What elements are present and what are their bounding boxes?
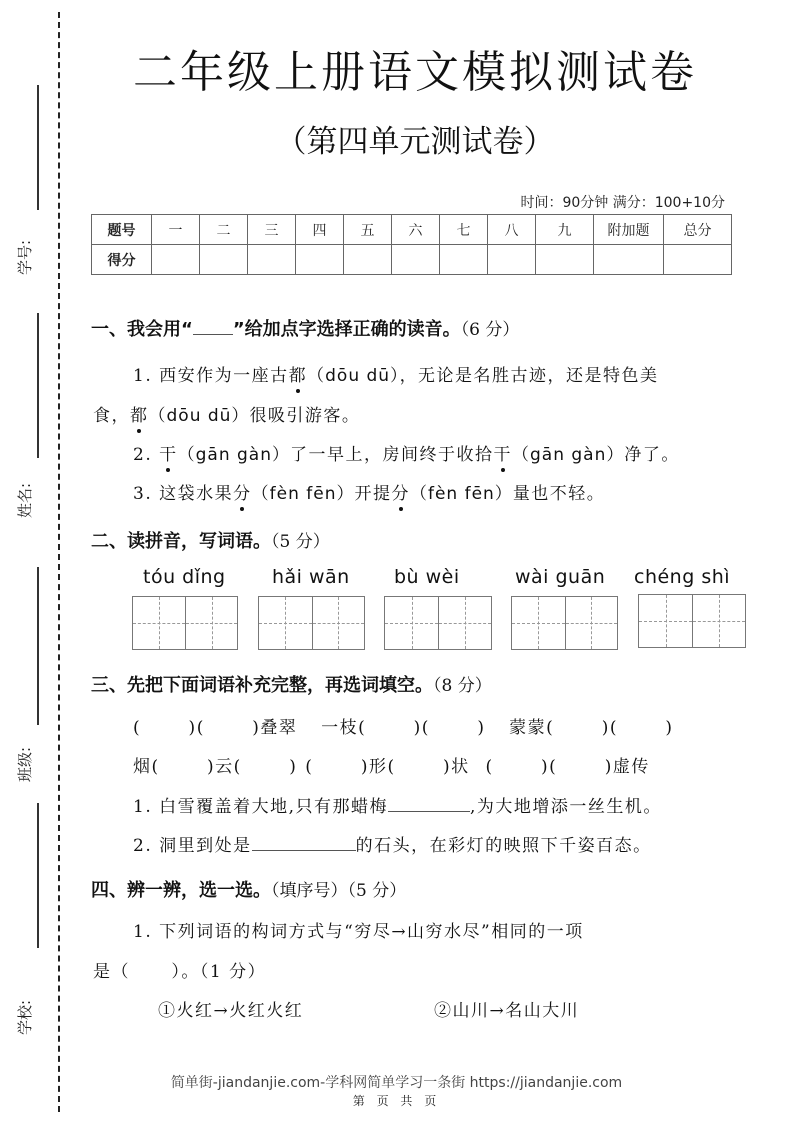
- text: 食，: [93, 406, 130, 426]
- question-number-row: [92, 215, 732, 245]
- heading-text: 二、读拼音，写词语。: [91, 531, 271, 552]
- row-header: 得分: [92, 245, 152, 275]
- pinyin-choices[interactable]: （gān gàn）: [177, 445, 290, 465]
- column-header: 五: [344, 215, 392, 245]
- grid-cell[interactable]: [565, 597, 618, 649]
- school-field[interactable]: [0, 803, 50, 1043]
- score-cell[interactable]: [488, 245, 536, 275]
- student-id-field[interactable]: [0, 85, 50, 285]
- pinyin-label: wài guān: [515, 566, 606, 588]
- question-1-item-2: [133, 440, 680, 465]
- question-1-heading: [91, 315, 519, 341]
- dotted-character: 都: [130, 406, 149, 426]
- student-name-field[interactable]: [0, 313, 50, 523]
- question-2-heading: [91, 527, 330, 553]
- class-label: 班级:: [16, 746, 34, 782]
- grid-cell[interactable]: [438, 597, 491, 649]
- column-header: 七: [440, 215, 488, 245]
- score-cell[interactable]: [440, 245, 488, 275]
- column-header: 八: [488, 215, 536, 245]
- answer-blank[interactable]: [388, 796, 470, 812]
- points-label: （5 分）: [271, 532, 330, 552]
- dotted-character: 都: [288, 366, 308, 386]
- pinyin-label: tóu dǐng: [143, 566, 226, 588]
- grid-cell[interactable]: [512, 597, 565, 649]
- question-3-heading: [91, 671, 492, 697]
- pinyin-choices[interactable]: （dōu dū）: [148, 406, 250, 426]
- grid-cell[interactable]: [259, 597, 312, 649]
- column-header: 二: [200, 215, 248, 245]
- score-cell[interactable]: [248, 245, 296, 275]
- page-title: 二年级上册语文模拟测试卷: [133, 47, 697, 98]
- writing-grid[interactable]: [384, 596, 492, 650]
- pinyin-choices[interactable]: （fèn fēn）: [251, 484, 355, 504]
- text: 1. 西安作为一座古: [133, 366, 289, 386]
- exam-meta: 时间：90分钟 满分：100+10分: [520, 195, 725, 211]
- grid-cell[interactable]: [185, 597, 237, 649]
- column-header: 四: [296, 215, 344, 245]
- grid-cell[interactable]: [312, 597, 365, 649]
- column-header: 三: [248, 215, 296, 245]
- dotted-character: 干: [159, 445, 178, 465]
- pinyin-choices[interactable]: （fèn fēn）: [409, 484, 513, 504]
- writing-grid[interactable]: [258, 596, 365, 650]
- grid-cell[interactable]: [639, 595, 692, 647]
- question-4-item-1-line-1: 1. 下列词语的构词方式与“穷尽→山穷水尽”相同的一项: [133, 922, 584, 942]
- score-cell[interactable]: [594, 245, 664, 275]
- column-header: 九: [536, 215, 594, 245]
- pinyin-choices[interactable]: （dōu dū）: [307, 366, 400, 386]
- writing-grid[interactable]: [132, 596, 238, 650]
- answer-blank[interactable]: [252, 835, 356, 851]
- idiom-fill-row-2[interactable]: 烟( )云( ) ( )形( )状 ( )( )虚传: [133, 757, 650, 777]
- question-1-item-3: [133, 479, 605, 504]
- score-cell[interactable]: [296, 245, 344, 275]
- heading-text: 一、我会用“: [91, 319, 193, 340]
- pinyin-label: hǎi wān: [272, 566, 350, 588]
- pinyin-choices[interactable]: （gān gàn）: [512, 445, 625, 465]
- score-row: [92, 245, 732, 275]
- question-4-item-1-line-2[interactable]: 是（ ）。（1 分）: [93, 962, 267, 982]
- score-cell[interactable]: [536, 245, 594, 275]
- text: 很吸引游客。: [249, 406, 361, 426]
- text: 2. 洞里到处是: [133, 836, 252, 856]
- column-header: 一: [152, 215, 200, 245]
- text: 3. 这袋水果: [133, 484, 234, 504]
- grid-cell[interactable]: [133, 597, 185, 649]
- column-header: 六: [392, 215, 440, 245]
- page-number: 第 页 共 页: [352, 1094, 441, 1108]
- question-3-sentence-1: [133, 792, 662, 817]
- column-header: 附加题: [594, 215, 664, 245]
- heading-text: 四、辨一辨，选一选。: [91, 880, 271, 901]
- dotted-character: 分: [233, 484, 252, 504]
- option-2[interactable]: ②山川→名山大川: [434, 1001, 580, 1021]
- pinyin-label: chéng shì: [634, 566, 731, 588]
- text: ,为大地增添一丝生机。: [470, 797, 662, 817]
- class-field[interactable]: [0, 567, 50, 782]
- score-cell[interactable]: [392, 245, 440, 275]
- underline-sample: [193, 321, 233, 335]
- text: 2.: [133, 445, 160, 465]
- question-4-heading: [91, 876, 406, 902]
- row-header: 题号: [92, 215, 152, 245]
- question-1-item-1-line-1: [133, 361, 659, 386]
- score-table: [91, 214, 732, 275]
- writing-grid[interactable]: [638, 594, 746, 648]
- question-1-item-1-line-2: [93, 401, 360, 426]
- grid-cell[interactable]: [385, 597, 438, 649]
- student-id-label: 学号:: [16, 239, 34, 275]
- text: ，无论是名胜古迹，还是特色美: [399, 366, 659, 386]
- score-cell[interactable]: [200, 245, 248, 275]
- student-name-label: 姓名:: [16, 482, 34, 518]
- footer-watermark: 简单街-jiandanjie.com-学科网简单学习一条街 https://jiandanjie.com: [170, 1075, 623, 1091]
- dotted-character: 干: [493, 445, 512, 465]
- writing-grid[interactable]: [511, 596, 618, 650]
- column-header: 总分: [664, 215, 732, 245]
- school-label: 学校:: [16, 999, 34, 1035]
- dotted-character: 分: [391, 484, 410, 504]
- text: 净了。: [624, 445, 680, 465]
- text: 1. 白雪覆盖着大地,只有那蜡梅: [133, 797, 389, 817]
- score-cell[interactable]: [664, 245, 732, 275]
- page-subtitle: （第四单元测试卷）: [275, 124, 555, 160]
- text: 的石头，在彩灯的映照下千姿百态。: [355, 836, 652, 856]
- text: 了一早上，房间终于收拾: [290, 445, 494, 465]
- option-1[interactable]: ①火红→火红火红: [158, 1001, 304, 1021]
- score-cell[interactable]: [152, 245, 200, 275]
- heading-text: ”给加点字选择正确的读音。: [232, 319, 461, 340]
- points-label: （8 分）: [433, 676, 492, 696]
- score-cell[interactable]: [344, 245, 392, 275]
- idiom-fill-row-1[interactable]: ( )( )叠翠 一枝( )( ) 蒙蒙( )( ): [133, 718, 674, 738]
- text: 开提: [354, 484, 392, 504]
- points-label: （6 分）: [460, 320, 520, 340]
- heading-text: 三、先把下面词语补充完整，再选词填空。: [91, 675, 433, 696]
- binding-dashed-line: [58, 12, 60, 1112]
- question-3-sentence-2: [133, 831, 652, 856]
- pinyin-label: bù wèi: [394, 566, 460, 588]
- points-label: （填序号）（5 分）: [271, 881, 407, 901]
- text: 量也不轻。: [512, 484, 606, 504]
- grid-cell[interactable]: [692, 595, 745, 647]
